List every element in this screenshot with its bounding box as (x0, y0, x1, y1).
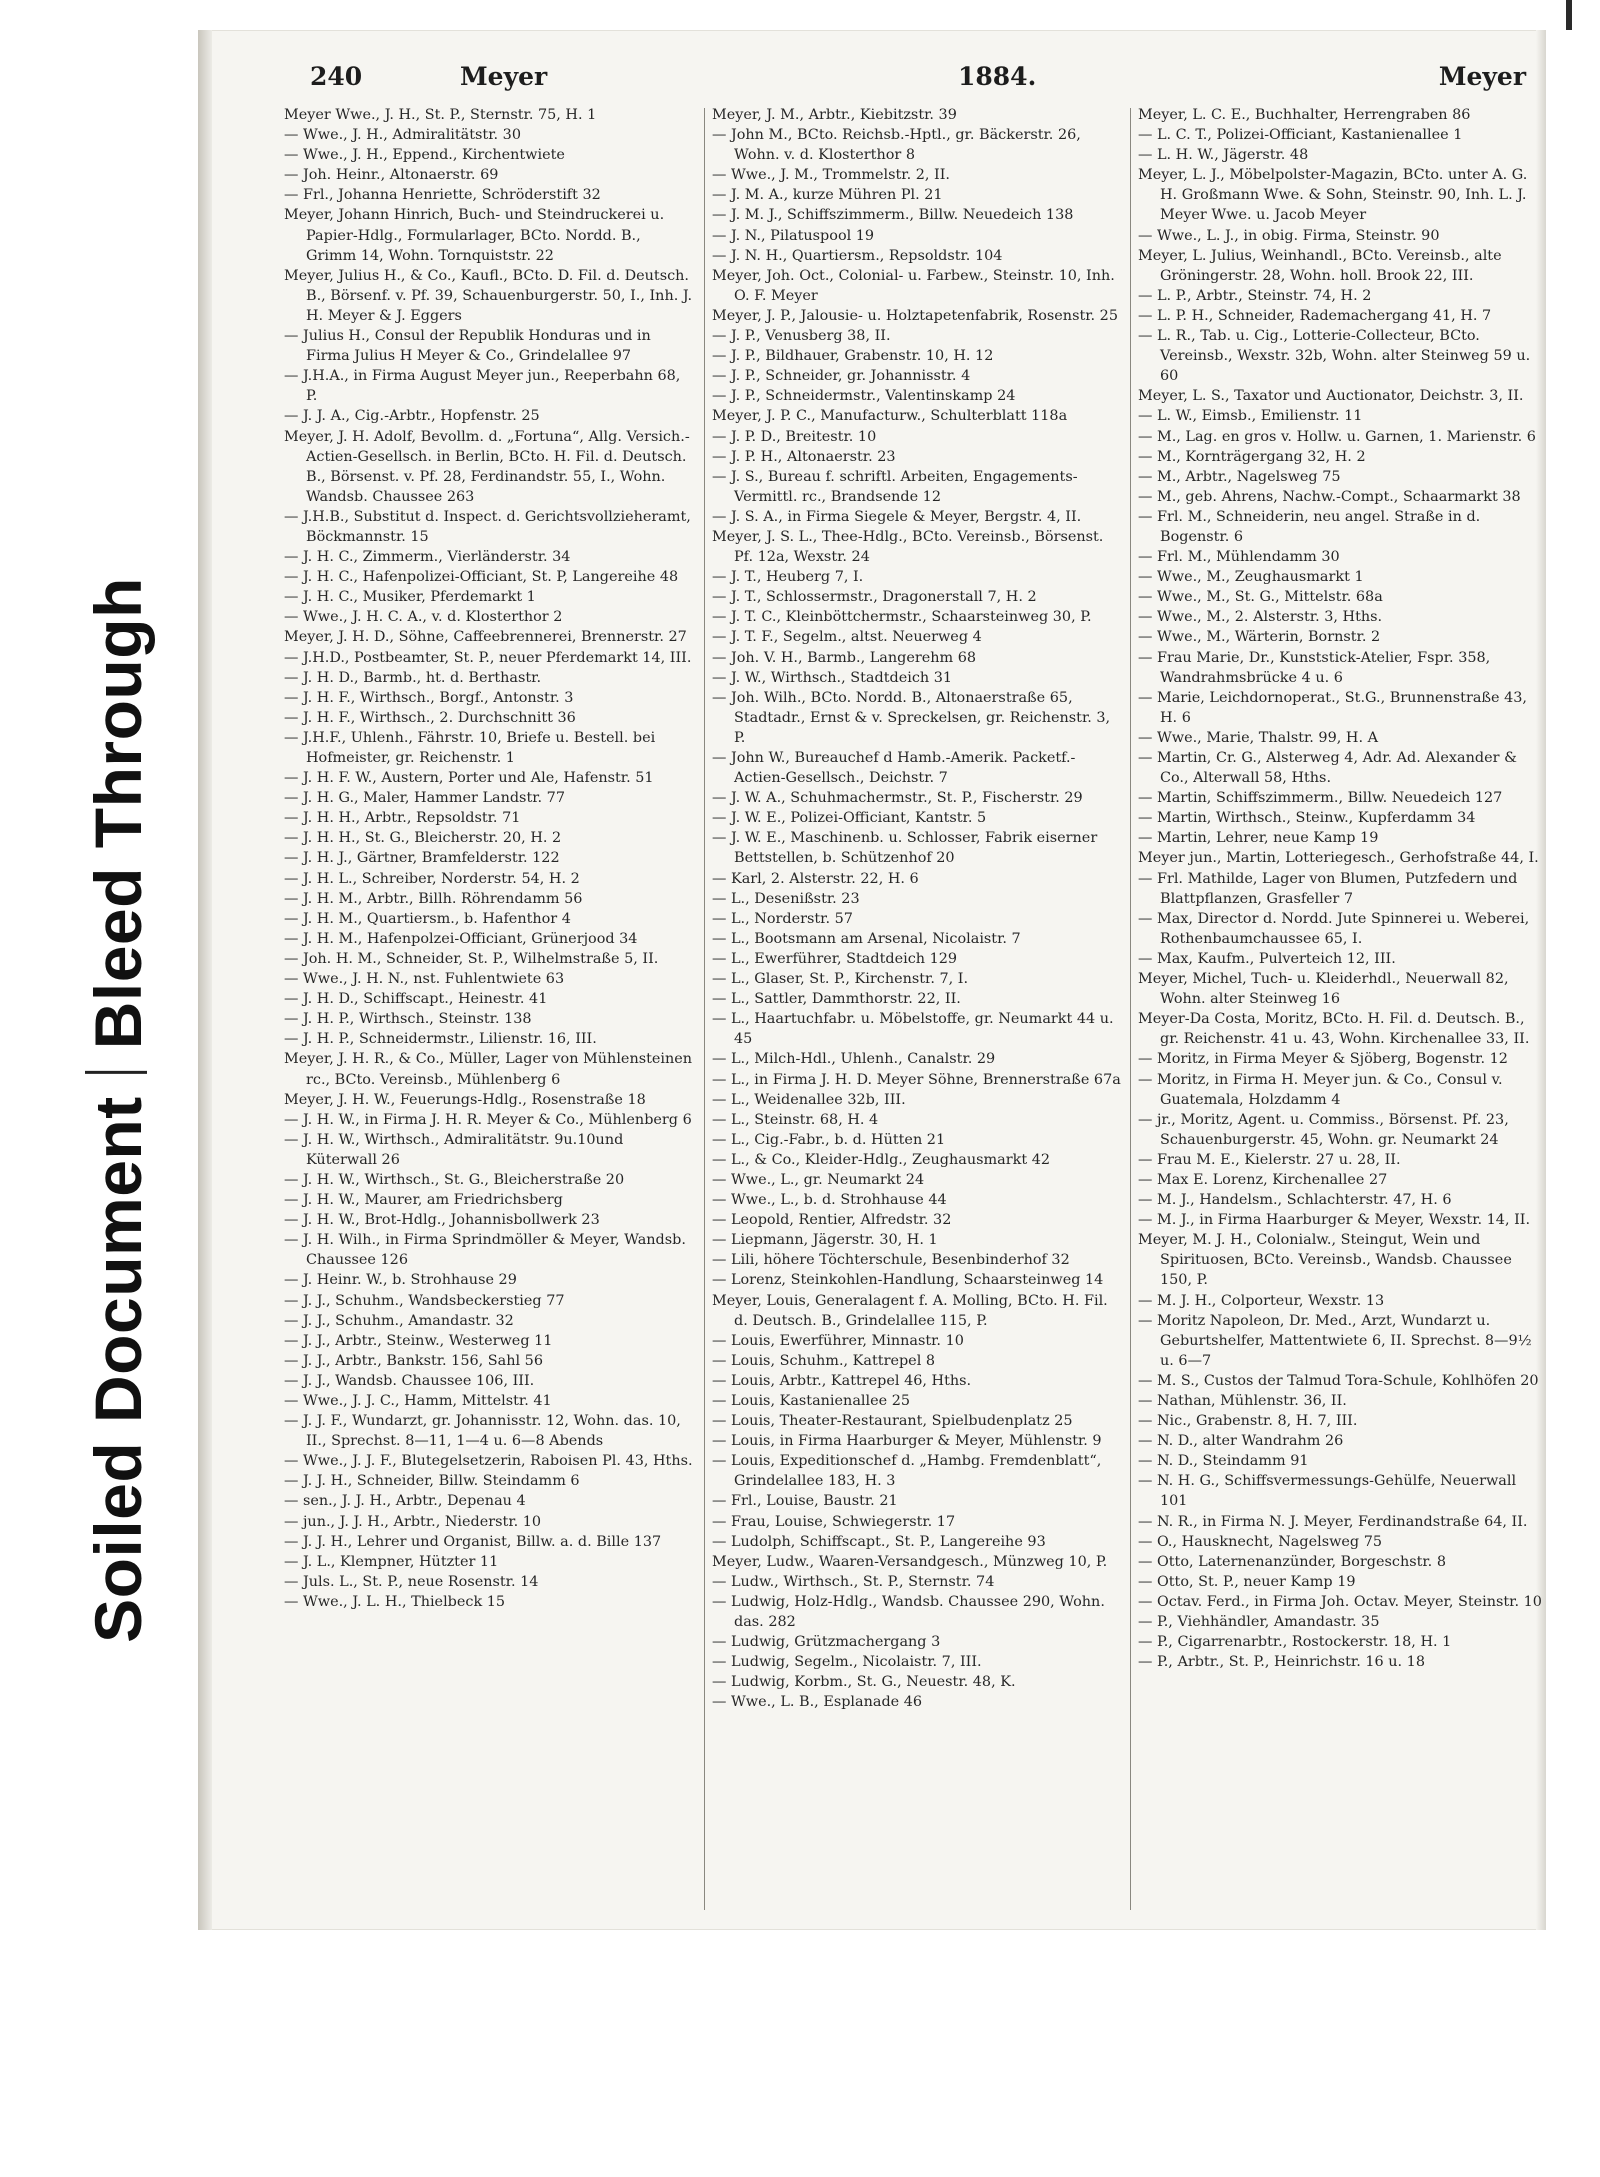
directory-entry: — J. H. F., Wirthsch., Borgf., Antonstr. 3 (284, 689, 574, 706)
directory-entry: — Marie, Leichdornoperat., St.G., Brunnenstraße 43, H. 6 (1138, 689, 1527, 726)
directory-entry: — P., Arbtr., St. P., Heinrichstr. 16 u. 18 (1138, 1654, 1425, 1671)
directory-entry: — Martin, Schiffszimmerm., Billw. Neuedeich 127 (1138, 790, 1503, 807)
directory-entry: — J. H. J., Gärtner, Bramfelderstr. 122 (284, 850, 560, 867)
directory-entry: — Frau Marie, Dr., Kunststick-Atelier, Fspr. 358, Wandrahmsbrücke 4 u. 6 (1138, 649, 1491, 686)
directory-entry: — L., Steinstr. 68, H. 4 (712, 1111, 879, 1128)
scan-edge-mark (1566, 0, 1572, 30)
directory-entry: — Liepmann, Jägerstr. 30, H. 1 (712, 1232, 938, 1249)
directory-entry: — M. S., Custos der Talmud Tora-Schule, Kohlhöfen 20 (1138, 1372, 1539, 1389)
directory-entry: Meyer, J. H. W., Feuerungs-Hdlg., Rosenstraße 18 (284, 1091, 646, 1108)
column-rule (704, 108, 705, 1910)
directory-column-2 (712, 105, 1122, 1713)
directory-entry: — J. T., Heuberg 7, I. (712, 569, 864, 586)
directory-entry: — Moritz Napoleon, Dr. Med., Arzt, Wundarzt u. Geburtshelfer, Mattentwiete 6, II. Sprechst. 8—9½ u. 6—7 (1138, 1312, 1532, 1369)
directory-entry: — J. N. H., Quartiersm., Repsoldstr. 104 (712, 247, 1003, 264)
directory-entry: — J. P. H., Altonaerstr. 23 (712, 448, 896, 465)
directory-entry: — J. W. E., Polizei-Officiant, Kantstr. 5 (712, 810, 987, 827)
sidebar-label (80, 577, 156, 1643)
directory-entry: — Ludw., Wirthsch., St. P., Sternstr. 74 (712, 1573, 995, 1590)
directory-entry: — J. H. H., St. G., Bleicherstr. 20, H. 2 (284, 830, 562, 847)
directory-entry: — Louis, Expeditionschef d. „Hambg. Fremdenblatt“, Grindelallee 183, H. 3 (712, 1453, 1102, 1490)
directory-entry: — Joh. Heinr., Altonaerstr. 69 (284, 167, 499, 184)
directory-entry: — Moritz, in Firma Meyer & Sjöberg, Bogenstr. 12 (1138, 1051, 1508, 1068)
directory-entry: Meyer, J. P. C., Manufacturw., Schulterblatt 118a (712, 408, 1068, 425)
directory-entry: — J. S., Bureau f. schriftl. Arbeiten, Engagements-Vermittl. rc., Brandsende 12 (712, 468, 1078, 505)
directory-entry: — M., geb. Ahrens, Nachw.-Compt., Schaarmarkt 38 (1138, 488, 1521, 505)
directory-entry: — L. P. H., Schneider, Rademachergang 41, H. 7 (1138, 307, 1492, 324)
directory-entry: — Nic., Grabenstr. 8, H. 7, III. (1138, 1413, 1358, 1430)
directory-entry: — Max E. Lorenz, Kirchenallee 27 (1138, 1171, 1388, 1188)
directory-entry: — sen., J. J. H., Arbtr., Depenau 4 (284, 1493, 526, 1510)
directory-entry: — Ludolph, Schiffscapt., St. P., Langereihe 93 (712, 1533, 1046, 1550)
directory-entry: — Frl. M., Mühlendamm 30 (1138, 549, 1340, 566)
directory-entry: Meyer, J. S. L., Thee-Hdlg., BCto. Vereinsb., Börsenst. Pf. 12a, Wexstr. 24 (712, 528, 1104, 566)
directory-entry: — N. R., in Firma N. J. Meyer, Ferdinandstraße 64, II. (1138, 1513, 1528, 1530)
directory-entry: — Louis, Schuhm., Kattrepel 8 (712, 1352, 936, 1369)
directory-column-3 (1138, 105, 1548, 1672)
directory-entry: — J. H. W., Wirthsch., St. G., Bleicherstraße 20 (284, 1171, 625, 1188)
directory-entry: — Louis, Ewerführer, Minnastr. 10 (712, 1332, 964, 1349)
directory-entry: — J. P., Venusberg 38, II. (712, 328, 891, 345)
directory-entry: — Wwe., M., St. G., Mittelstr. 68a (1138, 589, 1383, 606)
directory-entry: — J. H. W., Brot-Hdlg., Johannisbollwerk 23 (284, 1212, 600, 1229)
directory-entry: — J. H. D., Barmb., ht. d. Berthastr. (284, 669, 542, 686)
directory-entry: — J. T., Schlossermstr., Dragonerstall 7, H. 2 (712, 589, 1037, 606)
directory-entry: Meyer, L. S., Taxator und Auctionator, Deichstr. 3, II. (1138, 388, 1524, 405)
directory-entry: Meyer Wwe., J. H., St. P., Sternstr. 75, H. 1 (284, 107, 597, 123)
directory-entry: — J. J., Arbtr., Bankstr. 156, Sahl 56 (284, 1352, 543, 1369)
directory-entry: Meyer jun., Martin, Lotteriegesch., Gerhofstraße 44, I. (1138, 850, 1539, 867)
directory-entry: — J. L., Klempner, Hützter 11 (284, 1553, 499, 1570)
directory-entry: — J. J. H., Schneider, Billw. Steindamm 6 (284, 1473, 580, 1490)
directory-entry: — M. J., in Firma Haarburger & Meyer, Wexstr. 14, II. (1138, 1212, 1531, 1229)
directory-entry: — L. R., Tab. u. Cig., Lotterie-Collecteur, BCto. Vereinsb., Wexstr. 32b, Wohn. alter Steinweg 59 u. 60 (1138, 328, 1531, 385)
directory-entry: — L., in Firma J. H. D. Meyer Söhne, Brennerstraße 67a (712, 1071, 1121, 1088)
directory-entry: — N. H. G., Schiffsvermessungs-Gehülfe, Neuerwall 101 (1138, 1473, 1517, 1510)
directory-entry: — J. J. F., Wundarzt, gr. Johannisstr. 12, Wohn. das. 10, II., Sprechst. 8—11, 1—4 u. 6—8 Abends (284, 1413, 681, 1450)
directory-entry: Meyer, J. H. Adolf, Bevollm. d. „Fortuna“, Allg. Versich.-Actien-Gesellsch. in Berlin, BCto. H. Fil. d. Deutsch. B., Börsenst. v. Pf. 28, Ferdinandstr. 55, I., Wohn. Wandsb. Chaussee 263 (284, 428, 690, 505)
directory-entry: — N. D., alter Wandrahm 26 (1138, 1433, 1344, 1450)
directory-entry: — J. H. Wilh., in Firma Sprindmöller & Meyer, Wandsb. Chaussee 126 (284, 1232, 686, 1269)
directory-entry: Meyer, Joh. Oct., Colonial- u. Farbew., Steinstr. 10, Inh. O. F. Meyer (712, 267, 1115, 304)
directory-entry: — L. P., Arbtr., Steinstr. 74, H. 2 (1138, 287, 1372, 304)
directory-entry: — Lorenz, Steinkohlen-Handlung, Schaarsteinweg 14 (712, 1272, 1104, 1289)
directory-entry: — Karl, 2. Alsterstr. 22, H. 6 (712, 870, 919, 887)
directory-entry: — M., Kornträgergang 32, H. 2 (1138, 448, 1366, 465)
directory-entry: — J. H. M., Quartiersm., b. Hafenthor 4 (284, 910, 571, 927)
column-rule (1130, 108, 1131, 1910)
directory-entry: — Wwe., J. H., Eppend., Kirchentwiete (284, 147, 565, 164)
directory-entry: — Martin, Wirthsch., Steinw., Kupferdamm 34 (1138, 810, 1476, 827)
separator (85, 1071, 147, 1074)
directory-entry: — L. H. W., Jägerstr. 48 (1138, 147, 1309, 164)
directory-entry: Meyer, L. Julius, Weinhandl., BCto. Vereinsb., alte Gröningerstr. 28, Wohn. holl. Brook 22, III. (1138, 247, 1502, 284)
directory-entry: Meyer, M. J. H., Colonialw., Steingut, Wein und Spirituosen, BCto. Vereinsb., Wandsb. Chaussee 150, P. (1138, 1232, 1512, 1289)
directory-entry: — L. C. T., Polizei-Officiant, Kastanienallee 1 (1138, 127, 1463, 144)
directory-entry: — Wwe., M., Wärterin, Bornstr. 2 (1138, 629, 1381, 646)
directory-entry: — Frl., Johanna Henriette, Schröderstift 32 (284, 187, 601, 204)
directory-entry: Meyer, J. H. D., Söhne, Caffeebrennerei, Brennerstr. 27 (284, 629, 687, 646)
directory-entry: — J. H. C., Hafenpolizei-Officiant, St. P, Langereihe 48 (284, 569, 679, 586)
directory-entry: Meyer, Ludw., Waaren-Versandgesch., Münzweg 10, P. (712, 1553, 1108, 1570)
directory-entry: — Wwe., J. J. C., Hamm, Mittelstr. 41 (284, 1393, 552, 1409)
directory-entry: — L., Ewerführer, Stadtdeich 129 (712, 950, 958, 967)
directory-entry: — L., Cig.-Fabr., b. d. Hütten 21 (712, 1131, 946, 1148)
directory-entry: — J. J., Arbtr., Steinw., Westerweg 11 (284, 1332, 553, 1349)
bleed-through-label: Bleed Through (81, 577, 155, 1050)
directory-entry: — J. P., Bildhauer, Grabenstr. 10, H. 12 (712, 348, 994, 365)
directory-entry: — John W., Bureauchef d Hamb.-Amerik. Packetf.-Actien-Gesellsch., Deichstr. 7 (712, 750, 1076, 787)
directory-entry: — Wwe., L., b. d. Strohhause 44 (712, 1192, 947, 1209)
directory-entry: — Ludwig, Grützmachergang 3 (712, 1634, 941, 1651)
directory-entry: — Wwe., J. H., Admiralitätstr. 30 (284, 127, 521, 144)
directory-entry: — J. S. A., in Firma Siegele & Meyer, Bergstr. 4, II. (712, 508, 1082, 525)
directory-entry: — J. J. H., Lehrer und Organist, Billw. a. d. Bille 137 (284, 1533, 662, 1550)
directory-entry: — J. T. C., Kleinböttchermstr., Schaarsteinweg 30, P. (712, 609, 1092, 626)
directory-column-1 (284, 105, 694, 1612)
directory-entry: — Wwe., L. B., Esplanade 46 (712, 1694, 923, 1711)
directory-entry: — Leopold, Rentier, Alfredstr. 32 (712, 1212, 952, 1229)
directory-entry: — Otto, St. P., neuer Kamp 19 (1138, 1573, 1356, 1590)
directory-entry: — Louis, Arbtr., Kattrepel 46, Hths. (712, 1372, 972, 1389)
directory-entry: — P., Viehhändler, Amandastr. 35 (1138, 1614, 1380, 1631)
directory-entry: — Wwe., J. L. H., Thielbeck 15 (284, 1593, 506, 1610)
directory-entry: — Moritz, in Firma H. Meyer jun. & Co., Consul v. Guatemala, Holzdamm 4 (1138, 1071, 1503, 1108)
directory-entry: — jr., Moritz, Agent. u. Commiss., Börsenst. Pf. 23, Schauenburgerstr. 45, Wohn. gr. Neumarkt 24 (1138, 1111, 1509, 1148)
directory-entry: Meyer, L. J., Möbelpolster-Magazin, BCto. unter A. G. H. Großmann Wwe. & Sohn, Steinstr. 90, Inh. L. J. Meyer Wwe. u. Jacob Meyer (1138, 167, 1528, 224)
directory-entry: — Wwe., Marie, Thalstr. 99, H. A (1138, 729, 1378, 746)
directory-entry: — J. W. A., Schuhmachermstr., St. P., Fischerstr. 29 (712, 790, 1083, 807)
directory-entry: — O., Hausknecht, Nagelsweg 75 (1138, 1533, 1383, 1550)
page-header (310, 62, 1526, 96)
directory-entry: — J. P., Schneider, gr. Johannisstr. 4 (712, 368, 971, 385)
directory-entry: — J. H. D., Schiffscapt., Heinestr. 41 (284, 991, 548, 1008)
directory-entry: — Wwe., L., gr. Neumarkt 24 (712, 1171, 925, 1188)
directory-entry: — Louis, in Firma Haarburger & Meyer, Mühlenstr. 9 (712, 1433, 1102, 1450)
directory-entry: — L., Milch-Hdl., Uhlenh., Canalstr. 29 (712, 1051, 996, 1068)
directory-entry: — J. M. J., Schiffszimmerm., Billw. Neuedeich 138 (712, 207, 1074, 224)
directory-entry: — J. Heinr. W., b. Strohhause 29 (284, 1272, 517, 1289)
directory-entry: Meyer, J. M., Arbtr., Kiebitzstr. 39 (712, 107, 957, 123)
directory-entry: Meyer, Julius H., & Co., Kaufl., BCto. D. Fil. d. Deutsch. B., Börsenf. v. Pf. 39, Schauenburgerstr. 50, I., Inh. J. H. Meyer & J. Eggers (284, 267, 693, 324)
directory-entry: — Frl., Louise, Baustr. 21 (712, 1493, 898, 1510)
directory-entry: — Wwe., M., 2. Alsterstr. 3, Hths. (1138, 609, 1383, 626)
directory-entry: — Octav. Ferd., in Firma Joh. Octav. Meyer, Steinstr. 10 (1138, 1593, 1542, 1610)
directory-entry: — Nathan, Mühlenstr. 36, II. (1138, 1393, 1347, 1409)
directory-entry: — M. J. H., Colporteur, Wexstr. 13 (1138, 1292, 1385, 1309)
directory-entry: — L., Bootsmann am Arsenal, Nicolaistr. 7 (712, 930, 1021, 947)
directory-entry: Meyer, J. P., Jalousie- u. Holztapetenfabrik, Rosenstr. 25 (712, 307, 1118, 324)
page-number: 240 (310, 62, 363, 91)
directory-entry: — M. J., Handelsm., Schlachterstr. 47, H. 6 (1138, 1192, 1452, 1209)
directory-entry: — J. W. E., Maschinenb. u. Schlosser, Fabrik eiserner Bettstellen, b. Schützenhof 20 (712, 830, 1098, 867)
directory-entry: Meyer, Louis, Generalagent f. A. Molling, BCto. H. Fil. d. Deutsch. B., Grindelallee 115, P. (712, 1292, 1108, 1329)
directory-entry: — Otto, Laternenanzünder, Borgeschstr. 8 (1138, 1553, 1446, 1570)
directory-entry: — J. W., Wirthsch., Stadtdeich 31 (712, 669, 953, 686)
directory-entry: — Max, Kaufm., Pulverteich 12, III. (1138, 950, 1396, 967)
directory-entry: Meyer, J. H. R., & Co., Müller, Lager von Mühlensteinen rc., BCto. Vereinsb., Mühlenberg 6 (284, 1051, 693, 1088)
directory-entry: — L., Desenißstr. 23 (712, 890, 860, 907)
directory-entry: — J. H. W., Wirthsch., Admiralitätstr. 9u.10und Küterwall 26 (284, 1131, 624, 1168)
directory-entry: — J. N., Pilatuspool 19 (712, 227, 875, 244)
directory-entry: — Frl. M., Schneiderin, neu angel. Straße in d. Bogenstr. 6 (1138, 508, 1481, 545)
directory-entry: — Joh. H. M., Schneider, St. P., Wilhelmstraße 5, II. (284, 950, 659, 967)
directory-entry: — Frau M. E., Kielerstr. 27 u. 28, II. (1138, 1151, 1401, 1168)
directory-entry: — Juls. L., St. P., neue Rosenstr. 14 (284, 1573, 539, 1590)
directory-entry: — L. W., Eimsb., Emilienstr. 11 (1138, 408, 1363, 425)
soiled-document-label: Soiled Document (81, 1096, 155, 1643)
directory-entry: — J. H. M., Arbtr., Billh. Röhrendamm 56 (284, 890, 583, 907)
directory-entry: — Louis, Kastanienallee 25 (712, 1393, 911, 1409)
directory-entry: — M., Lag. en gros v. Hollw. u. Garnen, 1. Marienstr. 6 (1138, 428, 1536, 445)
directory-entry: — jun., J. J. H., Arbtr., Niederstr. 10 (284, 1513, 542, 1530)
directory-entry: — Martin, Cr. G., Alsterweg 4, Adr. Ad. Alexander & Co., Alterwall 58, Hths. (1138, 750, 1517, 787)
directory-entry: Meyer-Da Costa, Moritz, BCto. H. Fil. d. Deutsch. B., gr. Reichenstr. 41 u. 43, Wohn. Kirchenallee 33, II. (1138, 1011, 1530, 1048)
directory-entry: — Wwe., L. J., in obig. Firma, Steinstr. 90 (1138, 227, 1440, 244)
directory-page (198, 30, 1546, 1930)
directory-entry: — Wwe., J. H. N., nst. Fuhlentwiete 63 (284, 971, 565, 988)
directory-entry: — J. H. G., Maler, Hammer Landstr. 77 (284, 790, 565, 807)
directory-entry: — J. M. A., kurze Mühren Pl. 21 (712, 187, 943, 204)
directory-entry: — Martin, Lehrer, neue Kamp 19 (1138, 830, 1379, 847)
directory-entry: — J. T. F., Segelm., altst. Neuerweg 4 (712, 629, 982, 646)
directory-entry: — J. J. A., Cig.-Arbtr., Hopfenstr. 25 (284, 408, 540, 425)
directory-entry: — L., & Co., Kleider-Hdlg., Zeughausmarkt 42 (712, 1151, 1051, 1168)
directory-entry: — P., Cigarrenarbtr., Rostockerstr. 18, H. 1 (1138, 1634, 1452, 1651)
directory-entry: — L., Weidenallee 32b, III. (712, 1091, 906, 1108)
directory-entry: — J. J., Wandsb. Chaussee 106, III. (284, 1372, 535, 1389)
directory-entry: — J. H. M., Hafenpolzei-Officiant, Grünerjood 34 (284, 930, 638, 947)
directory-entry: — J.H.D., Postbeamter, St. P., neuer Pferdemarkt 14, III. (284, 649, 692, 666)
directory-entry: — Joh. V. H., Barmb., Langerehm 68 (712, 649, 977, 666)
page-year: 1884. (958, 62, 1037, 91)
directory-entry: — Ludwig, Holz-Hdlg., Wandsb. Chaussee 290, Wohn. das. 282 (712, 1593, 1105, 1631)
directory-entry: — Wwe., J. H. C. A., v. d. Klosterthor 2 (284, 609, 563, 626)
directory-entry: — Frau, Louise, Schwiegerstr. 17 (712, 1513, 956, 1530)
directory-entry: — J. P. D., Breitestr. 10 (712, 428, 877, 445)
directory-entry: — J.H.A., in Firma August Meyer jun., Reeperbahn 68, P. (284, 368, 681, 405)
directory-entry: — J. H. P., Schneidermstr., Lilienstr. 16, III. (284, 1031, 597, 1048)
directory-entry: Meyer, Johann Hinrich, Buch- und Steindruckerei u. Papier-Hdlg., Formularlager, BCto. Nordd. B., Grimm 14, Wohn. Tornquiststr. 22 (284, 207, 665, 264)
directory-entry: — J. H. P., Wirthsch., Steinstr. 138 (284, 1011, 532, 1028)
directory-entry: — J. H. H., Arbtr., Repsoldstr. 71 (284, 810, 521, 827)
directory-entry: — L., Sattler, Dammthorstr. 22, II. (712, 991, 961, 1008)
directory-entry: — L., Norderstr. 57 (712, 910, 853, 927)
directory-entry: — J. H. C., Musiker, Pferdemarkt 1 (284, 589, 536, 606)
directory-entry: — J.H.B., Substitut d. Inspect. d. Gerichtsvollzieheramt, Böckmannstr. 15 (284, 508, 691, 545)
running-head-right: Meyer (1438, 62, 1526, 91)
directory-entry: — J. H. W., Maurer, am Friedrichsberg (284, 1192, 563, 1209)
directory-entry: Meyer, L. C. E., Buchhalter, Herrengraben 86 (1138, 107, 1471, 123)
directory-entry: — Louis, Theater-Restaurant, Spielbudenplatz 25 (712, 1413, 1073, 1430)
directory-entry: — N. D., Steindamm 91 (1138, 1453, 1309, 1470)
directory-entry: — Julius H., Consul der Republik Honduras und in Firma Julius H Meyer & Co., Grindelallee 97 (284, 328, 651, 365)
directory-entry: — L., Glaser, St. P., Kirchenstr. 7, I. (712, 971, 969, 988)
directory-entry: — J.H.F., Uhlenh., Fährstr. 10, Briefe u. Bestell. bei Hofmeister, gr. Reichenstr. 1 (284, 729, 656, 766)
directory-entry: — L., Haartuchfabr. u. Möbelstoffe, gr. Neumarkt 44 u. 45 (712, 1011, 1114, 1048)
directory-entry: — J. J., Schuhm., Amandastr. 32 (284, 1312, 514, 1329)
directory-entry: — Wwe., J. J. F., Blutegelsetzerin, Raboisen Pl. 43, Hths. (284, 1453, 693, 1470)
directory-entry: — Ludwig, Korbm., St. G., Neuestr. 48, K. (712, 1674, 1016, 1691)
directory-entry: — J. H. F., Wirthsch., 2. Durchschnitt 36 (284, 709, 576, 726)
directory-entry: — J. P., Schneidermstr., Valentinskamp 24 (712, 388, 1016, 405)
directory-entry: — Ludwig, Segelm., Nicolaistr. 7, III. (712, 1654, 982, 1671)
directory-entry: — Wwe., J. M., Trommelstr. 2, II. (712, 167, 950, 184)
directory-entry: — J. H. W., in Firma J. H. R. Meyer & Co., Mühlenberg 6 (284, 1111, 692, 1128)
directory-entry: — J. H. C., Zimmerm., Vierländerstr. 34 (284, 549, 571, 566)
directory-entry: — Joh. Wilh., BCto. Nordd. B., Altonaerstraße 65, Stadtadr., Ernst & v. Spreckelsen, gr. Reichenstr. 3, P. (712, 689, 1111, 746)
directory-entry: — Max, Director d. Nordd. Jute Spinnerei u. Weberei, Rothenbaumchaussee 65, I. (1138, 910, 1530, 947)
directory-entry: Meyer, Michel, Tuch- u. Kleiderhdl., Neuerwall 82, Wohn. alter Steinweg 16 (1138, 971, 1509, 1008)
page-gutter (198, 30, 212, 1930)
directory-entry: — M., Arbtr., Nagelsweg 75 (1138, 468, 1341, 485)
directory-entry: — J. J., Schuhm., Wandsbeckerstieg 77 (284, 1292, 565, 1309)
directory-entry: — J. H. F. W., Austern, Porter und Ale, Hafenstr. 51 (284, 770, 654, 787)
running-head-left: Meyer (460, 62, 548, 91)
directory-entry: — J. H. L., Schreiber, Norderstr. 54, H. 2 (284, 870, 580, 887)
directory-entry: — Frl. Mathilde, Lager von Blumen, Putzfedern und Blattpflanzen, Grasfeller 7 (1138, 870, 1518, 907)
directory-entry: — Wwe., M., Zeughausmarkt 1 (1138, 569, 1364, 586)
directory-entry: — John M., BCto. Reichsb.-Hptl., gr. Bäckerstr. 26, Wohn. v. d. Klosterthor 8 (712, 127, 1081, 164)
directory-entry: — Lili, höhere Töchterschule, Besenbinderhof 32 (712, 1252, 1070, 1269)
